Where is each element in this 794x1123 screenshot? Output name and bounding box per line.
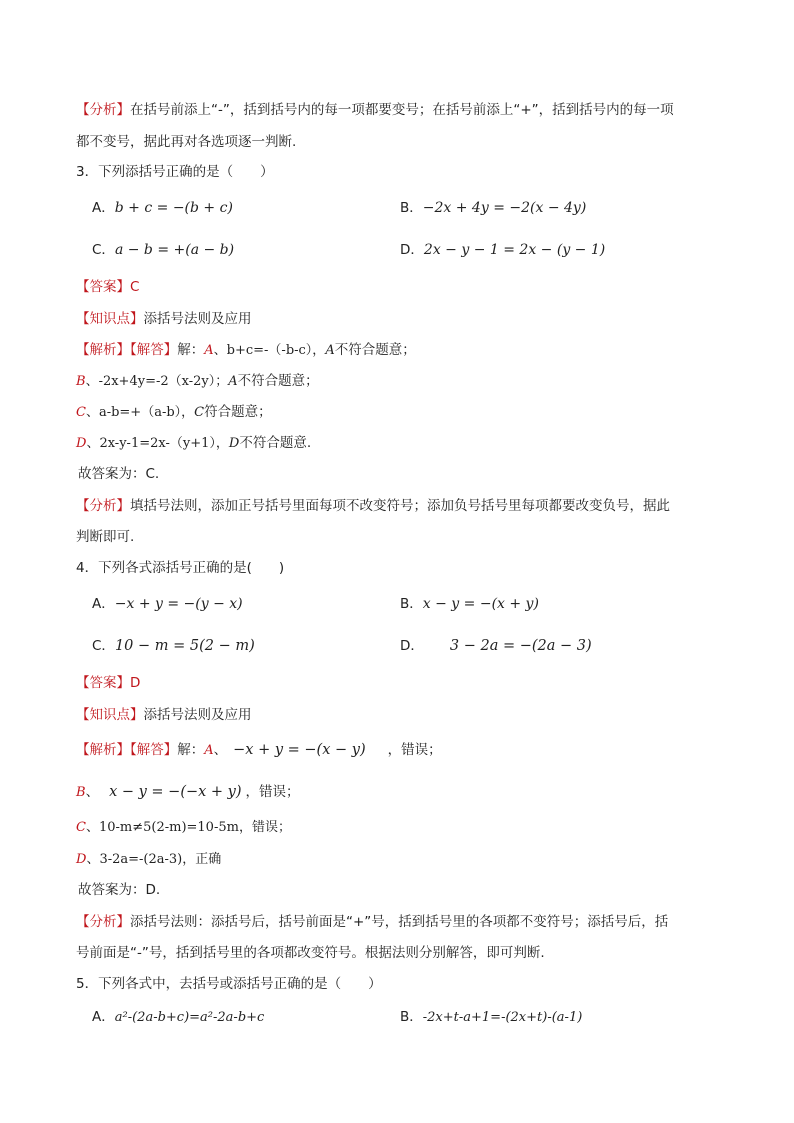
- q3-solution-c: [76, 402, 272, 423]
- option-formula: a²-(2a-b+c)=a²-2a-b+c: [114, 1010, 265, 1025]
- sol-formula: −x + y = −(x − y): [233, 742, 366, 758]
- solution-tag: 【解析】【解答】: [76, 342, 178, 358]
- q3-solution-b: [76, 371, 319, 392]
- option-label: A．: [92, 200, 115, 216]
- option-label: B．: [400, 1009, 423, 1025]
- sol-expression: 、2x-y-1=2x-（y+1），: [86, 436, 229, 451]
- answer-value: D: [130, 675, 141, 691]
- sol-letter: B: [76, 374, 86, 389]
- q4-answer: [76, 673, 140, 693]
- sol-letter-2: D: [228, 436, 240, 451]
- sol-letter-2: C: [194, 405, 205, 420]
- solution-lead: 解：: [177, 342, 205, 358]
- analysis-line-2: 都不变号，据此再对各选项逐一判断.: [76, 134, 297, 150]
- option-formula: 2x − y − 1 = 2x − (y − 1): [423, 242, 606, 258]
- sol-tail: ，错误；: [245, 784, 300, 800]
- sol-letter: C: [76, 820, 86, 835]
- analysis-text: 填括号法则，添加正号括号里面每项不改变符号；添加负号括号里每项都要改变负号，据此: [130, 498, 670, 514]
- option-formula: -2x+t-a+1=-(2x+t)-(a-1): [422, 1010, 583, 1025]
- option-formula: x − y = −(x + y): [422, 596, 539, 612]
- q3-analysis-line-1: [76, 496, 670, 516]
- q3-answer: [76, 277, 139, 297]
- option-formula: a − b = +(a − b): [114, 242, 235, 258]
- option-formula: 3 − 2a = −(2a − 3): [449, 638, 592, 654]
- analysis-line-1: [76, 100, 674, 120]
- q3-solution-a: [76, 340, 416, 361]
- q5-option-b: [400, 1007, 582, 1028]
- analysis-tag: 【分析】: [76, 498, 130, 514]
- q4-option-d: [400, 636, 592, 656]
- option-label: B．: [400, 200, 423, 216]
- option-label: D．: [400, 638, 424, 654]
- option-label: A．: [92, 596, 115, 612]
- sol-tail: 不符合题意；: [334, 342, 416, 358]
- answer-tag: 【答案】: [76, 675, 130, 691]
- option-formula: b + c = −(b + c): [114, 200, 233, 216]
- sol-expression: 、3-2a=-(2a-3)，正确: [86, 852, 222, 867]
- kp-text: 添括号法则及应用: [143, 707, 252, 723]
- analysis-tag: 【分析】: [76, 914, 130, 930]
- sol-letter: A: [204, 343, 214, 358]
- answer-tag: 【答案】: [76, 279, 130, 295]
- option-label: C．: [92, 638, 115, 654]
- q4-conclusion: 故答案为：D.: [78, 882, 161, 898]
- kp-text: 添括号法则及应用: [143, 311, 252, 327]
- sol-letter-2: A: [228, 374, 238, 389]
- q4-solution-d: [76, 849, 221, 870]
- sol-tail: 不符合题意；: [237, 373, 319, 389]
- q3-analysis-line-2: 判断即可.: [76, 529, 135, 545]
- sol-expression: 、-2x+4y=-2（x-2y）；: [85, 374, 229, 389]
- q4-option-b: [400, 594, 539, 614]
- solution-tag: 【解析】【解答】: [76, 742, 178, 758]
- solution-lead: 解：: [177, 742, 205, 758]
- q4-knowledge-point: [76, 705, 252, 725]
- q3-solution-d: [76, 433, 311, 454]
- analysis-text: 在括号前添上“-”，括到括号内的每一项都要变号；在括号前添上“+”，括到括号内的每一项: [130, 102, 674, 118]
- sol-letter: C: [76, 405, 86, 420]
- q5-option-a: [92, 1007, 264, 1028]
- question-5-stem: 5．下列各式中，去括号或添括号正确的是（ ）: [76, 976, 382, 992]
- sol-letter: B: [76, 785, 86, 800]
- kp-tag: 【知识点】: [76, 707, 144, 723]
- q4-solution-c: [76, 817, 291, 838]
- answer-value: C: [130, 279, 140, 295]
- q4-solution-a: [76, 740, 442, 761]
- sol-separator: 、: [213, 742, 228, 758]
- sol-separator: 、: [85, 784, 100, 800]
- option-label: B．: [400, 596, 423, 612]
- option-label: A．: [92, 1009, 115, 1025]
- sol-letter: D: [76, 436, 87, 451]
- q3-option-a: [92, 198, 233, 218]
- q4-option-a: [92, 594, 243, 614]
- sol-letter-2: A: [325, 343, 335, 358]
- option-formula: 10 − m = 5(2 − m): [114, 638, 255, 654]
- q4-analysis-line-1: [76, 912, 668, 932]
- kp-tag: 【知识点】: [76, 311, 144, 327]
- q4-analysis-line-2: 号前面是“-”号，括到括号里的各项都改变符号。根据法则分别解答，即可判断.: [76, 945, 545, 961]
- q3-conclusion: 故答案为：C.: [78, 466, 160, 482]
- question-3-stem: 3．下列添括号正确的是（ ）: [76, 164, 274, 180]
- sol-tail: 不符合题意.: [239, 435, 312, 451]
- sol-expression: 、10-m≠5(2-m)=10-5m，错误；: [85, 820, 291, 835]
- sol-tail: 符合题意；: [204, 404, 272, 420]
- option-formula: −x + y = −(y − x): [114, 596, 243, 612]
- sol-tail: ，错误；: [387, 742, 442, 758]
- question-4-stem: 4．下列各式添括号正确的是( ): [76, 560, 285, 576]
- analysis-tag: 【分析】: [76, 102, 130, 118]
- q3-option-b: [400, 198, 586, 218]
- sol-letter: A: [204, 743, 214, 758]
- q4-option-c: [92, 636, 255, 656]
- analysis-text: 添括号法则：添括号后，括号前面是“+”号，括到括号里的各项都不变符号；添括号后，括: [130, 914, 669, 930]
- option-label: D．: [400, 242, 424, 258]
- sol-formula: x − y = −(−x + y): [109, 784, 242, 800]
- q3-option-c: [92, 240, 234, 260]
- q3-option-d: [400, 240, 605, 260]
- sol-expression: 、b+c=-（-b-c），: [213, 343, 326, 358]
- option-label: C．: [92, 242, 115, 258]
- q4-solution-b: [76, 782, 300, 803]
- sol-expression: 、a-b=+（a-b），: [85, 405, 195, 420]
- q3-knowledge-point: [76, 309, 252, 329]
- sol-letter: D: [76, 852, 87, 867]
- option-formula: −2x + 4y = −2(x − 4y): [422, 200, 587, 216]
